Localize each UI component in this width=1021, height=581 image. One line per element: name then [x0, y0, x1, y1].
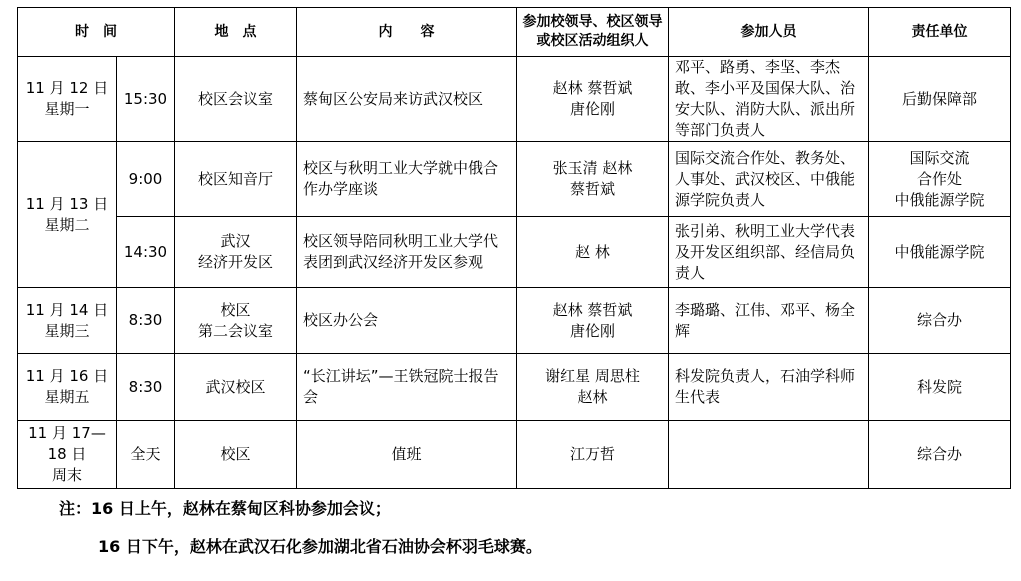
place-cell [175, 288, 297, 354]
table-row [18, 217, 1011, 288]
place-cell [175, 421, 297, 489]
leaders-cell [517, 57, 669, 142]
date-text: 11 月 13 日 [25, 194, 109, 213]
place-cell [175, 142, 297, 217]
time-cell: 全天 [117, 421, 175, 489]
date-cell [18, 57, 117, 142]
table-row [18, 421, 1011, 489]
time-cell: 14:30 [117, 217, 175, 288]
leaders-text: 张玉清 赵林 [552, 159, 633, 177]
header-participants: 参加人员 [669, 8, 869, 57]
place-cell [175, 217, 297, 288]
participants-cell: 李璐璐、江伟、邓平、杨全辉 [669, 288, 869, 354]
participants-cell: 科发院负责人，石油学科师生代表 [669, 354, 869, 421]
header-leaders: 参加校领导、校区领导或校区活动组织人 [517, 8, 669, 57]
date-text: 11 月 16 日 [25, 367, 109, 385]
header-content: 内 容 [297, 8, 517, 57]
content-cell: 校区领导陪同秋明工业大学代表团到武汉经济开发区参观 [297, 217, 517, 288]
date-cell [18, 421, 117, 489]
date-text: 11 月 14 日 [25, 300, 109, 319]
unit-text: 中俄能源学院 [894, 190, 985, 209]
place-cell [175, 57, 297, 142]
leaders-cell [517, 217, 669, 288]
content-cell: “长江讲坛”—王铁冠院士报告会 [297, 354, 517, 421]
unit-cell [869, 354, 1011, 421]
time-cell: 8:30 [117, 354, 175, 421]
place-cell [175, 354, 297, 421]
weekday-text: 星期一 [44, 100, 90, 118]
header-place: 地 点 [175, 8, 297, 57]
leaders-text: 赵林 [577, 388, 608, 406]
unit-text: 后勤保障部 [901, 89, 977, 108]
date-text: 18 日 [47, 445, 87, 463]
unit-text: 合作处 [916, 169, 962, 188]
leaders-text: 蔡哲斌 [569, 180, 615, 198]
unit-cell [869, 288, 1011, 354]
table-row [18, 57, 1011, 142]
content-cell: 值班 [297, 421, 517, 489]
participants-cell: 国际交流合作处、教务处、人事处、武汉校区、中俄能源学院负责人 [669, 142, 869, 217]
date-cell [18, 288, 117, 354]
participants-cell: 张引弟、秋明工业大学代表及开发区组织部、经信局负责人 [669, 217, 869, 288]
place-text: 经济开发区 [197, 253, 273, 271]
unit-text: 国际交流 [909, 148, 970, 167]
header-unit: 责任单位 [869, 8, 1011, 57]
note-line: 注：16 日上午，赵林在蔡甸区科协参加会议； [59, 499, 391, 518]
unit-cell [869, 217, 1011, 288]
participants-cell [669, 421, 869, 489]
place-text: 校区 [220, 445, 251, 463]
leaders-text: 谢红星 周思柱 [545, 367, 640, 385]
content-cell: 校区与秋明工业大学就中俄合作办学座谈 [297, 142, 517, 217]
unit-cell [869, 57, 1011, 142]
header-row [18, 8, 1011, 57]
place-text: 校区会议室 [197, 89, 273, 108]
table-row [18, 142, 1011, 217]
unit-cell [869, 421, 1011, 489]
unit-text: 科发院 [916, 377, 962, 396]
unit-text: 中俄能源学院 [894, 242, 985, 261]
leaders-text: 唐伦刚 [569, 321, 615, 340]
leaders-text: 赵林 蔡哲斌 [552, 79, 633, 97]
leaders-text: 赵林 蔡哲斌 [552, 300, 633, 319]
place-text: 校区知音厅 [197, 169, 273, 188]
unit-text: 综合办 [916, 445, 962, 463]
weekday-text: 周末 [51, 466, 82, 484]
table-row [18, 288, 1011, 354]
date-text: 11 月 17— [28, 424, 106, 442]
leaders-text: 江万哲 [569, 445, 615, 463]
unit-cell [869, 142, 1011, 217]
schedule-table [17, 7, 1011, 489]
note-line: 16 日下午，赵林在武汉石化参加湖北省石油协会杯羽毛球赛。 [98, 537, 542, 556]
place-text: 校区 [220, 300, 251, 319]
leaders-cell [517, 288, 669, 354]
time-cell: 15:30 [117, 57, 175, 142]
leaders-cell [517, 354, 669, 421]
date-cell [18, 354, 117, 421]
weekday-text: 星期三 [44, 321, 90, 340]
content-cell: 校区办公会 [297, 288, 517, 354]
table-row [18, 354, 1011, 421]
leaders-text: 唐伦刚 [569, 100, 615, 118]
weekday-text: 星期二 [44, 215, 90, 234]
place-text: 武汉 [220, 232, 251, 250]
leaders-text: 赵 林 [575, 242, 610, 261]
place-text: 第二会议室 [197, 321, 273, 340]
date-text: 11 月 12 日 [25, 79, 109, 97]
date-cell [18, 142, 117, 288]
weekday-text: 星期五 [44, 388, 90, 406]
time-cell: 8:30 [117, 288, 175, 354]
place-text: 武汉校区 [205, 377, 266, 396]
participants-cell: 邓平、路勇、李坚、李杰敢、李小平及国保大队、治安大队、消防大队、派出所等部门负责人 [669, 57, 869, 142]
unit-text: 综合办 [916, 311, 962, 329]
header-time: 时 间 [18, 8, 175, 57]
content-cell: 蔡甸区公安局来访武汉校区 [297, 57, 517, 142]
leaders-cell [517, 142, 669, 217]
time-cell: 9:00 [117, 142, 175, 217]
leaders-cell [517, 421, 669, 489]
